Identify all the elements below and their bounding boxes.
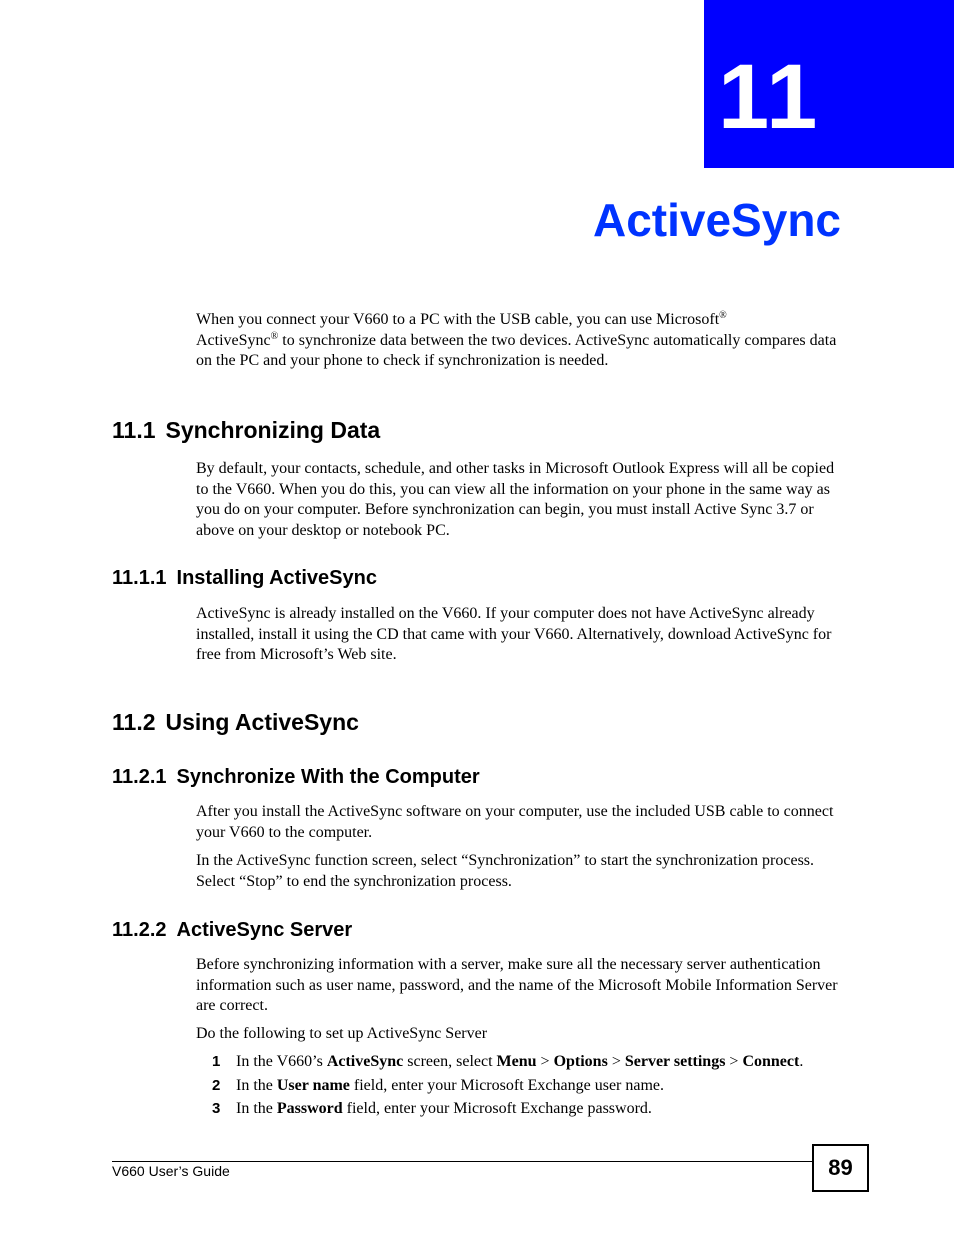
paragraph-11-1-1: ActiveSync is already installed on the V660. If your computer does not have ActiveSync already installed, install it using the CD that came with your V660. Alternatively, download ActiveSync for free from Microsoft’s Web site.	[196, 605, 832, 663]
section-heading-11-2-1: 11.2.1 Synchronize With the Computer	[112, 766, 480, 788]
paragraph-11-2-2-b: Do the following to set up ActiveSync Server	[196, 1025, 488, 1042]
chapter-title: ActiveSync	[592, 194, 841, 246]
chapter-number: 11	[718, 46, 820, 148]
paragraph-11-2-1-b: In the ActiveSync function screen, select “Synchronization” to start the synchronization process. Select “Stop” to end the synchronization process.	[196, 852, 815, 890]
paragraph-11-2-1-a: After you install the ActiveSync software on your computer, use the included USB cable to connect your V660 to the computer.	[196, 803, 834, 841]
step-text: In the User name field, enter your Microsoft Exchange user name.	[236, 1076, 665, 1094]
section-heading-11-2-2: 11.2.2 ActiveSync Server	[112, 919, 353, 941]
list-item	[196, 1052, 856, 1076]
paragraph-11-1: By default, your contacts, schedule, and other tasks in Microsoft Outlook Express will all be copied to the V660. When you do this, you can view all the information on your phone in the same way as you do on your computer. Before synchronization can begin, you must install Active Sync 3.7 or above on your desktop or notebook PC.	[196, 460, 835, 539]
step-list	[196, 1052, 856, 1123]
list-item	[196, 1099, 856, 1123]
page-number: 89	[828, 1155, 853, 1180]
step-text: In the Password field, enter your Microsoft Exchange password.	[236, 1100, 652, 1117]
step-text: In the V660’s ActiveSync screen, select Menu > Options > Server settings > Connect.	[236, 1053, 804, 1070]
registered-mark: ®	[719, 310, 727, 321]
list-item	[196, 1076, 856, 1100]
step-number: 1	[212, 1053, 221, 1070]
section-heading-11-2: 11.2 Using ActiveSync	[112, 709, 359, 735]
footer-guide-title: V660 User’s Guide	[112, 1163, 230, 1179]
registered-mark: ®	[270, 330, 279, 342]
section-heading-11-1: 11.1 Synchronizing Data	[112, 417, 381, 443]
step-number: 2	[212, 1076, 221, 1094]
intro-paragraph: When you connect your V660 to a PC with the USB cable, you can use Microsoft® ActiveSync® to synchronize data between the two devices. ActiveSync automatically compares data on the PC and your phone to check if synchronization is needed.	[196, 310, 837, 369]
page-number-box	[812, 1144, 869, 1192]
section-heading-11-1-1: 11.1.1 Installing ActiveSync	[112, 567, 377, 589]
paragraph-11-2-2-a: Before synchronizing information with a server, make sure all the necessary server authentication information such as user name, password, and the name of the Microsoft Mobile Information Server are correct.	[196, 956, 838, 1014]
step-number: 3	[212, 1100, 221, 1117]
